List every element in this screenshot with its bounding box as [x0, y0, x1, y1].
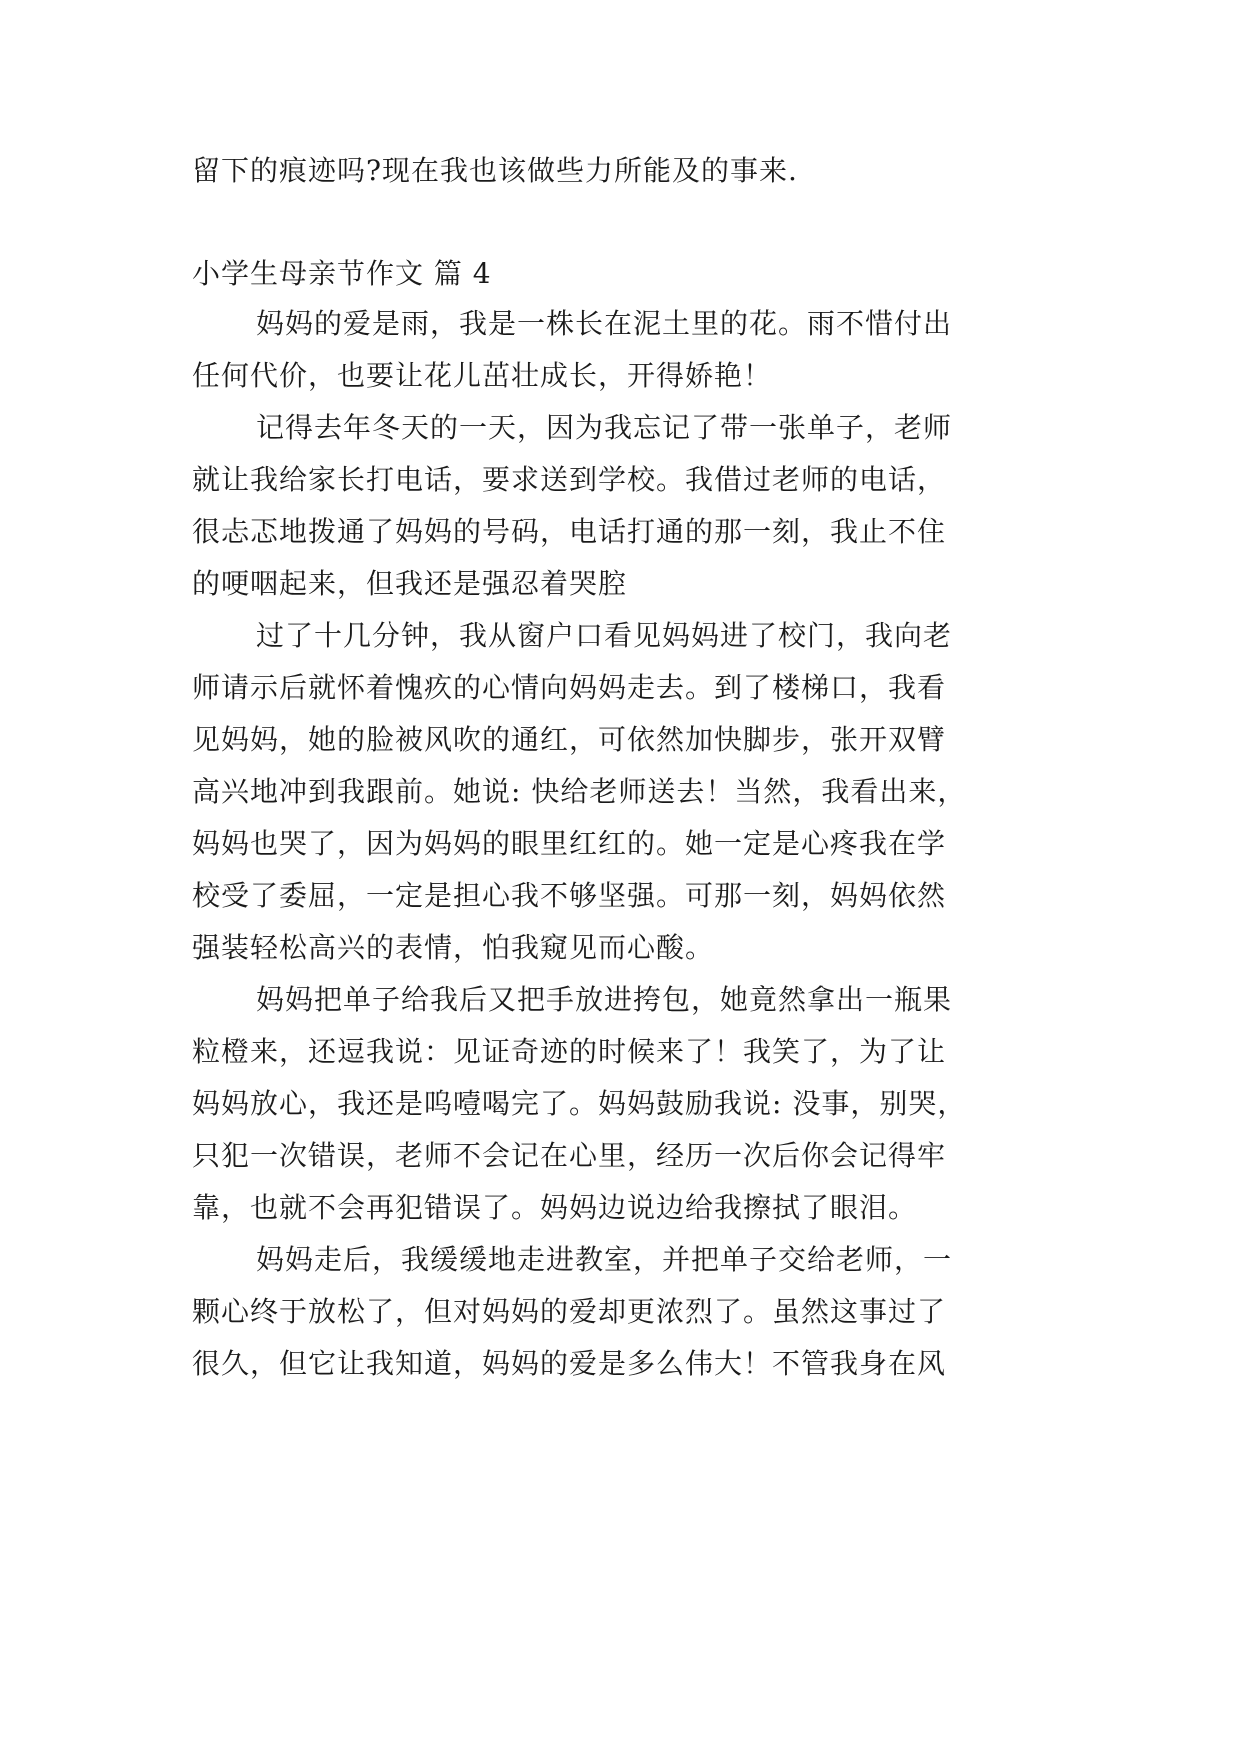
text-line: 颗心终于放松了，但对妈妈的爱却更浓烈了。虽然这事过了 [192, 1295, 947, 1328]
text-line: 妈妈放心，我还是呜噎喝完了。妈妈鼓励我说: 没事，别哭， [192, 1087, 967, 1120]
text-line: 妈妈的爱是雨，我是一株长在泥土里的花。雨不惜付出 [256, 307, 953, 340]
text-line: 的哽咽起来，但我还是强忍着哭腔 [192, 567, 628, 600]
text-line: 靠，也就不会再犯错误了。妈妈边说边给我擦拭了眼泪。 [192, 1191, 918, 1224]
section-heading: 小学生母亲节作文 篇 4 [192, 257, 492, 290]
text-line: 记得去年冬天的一天，因为我忘记了带一张单子，老师 [256, 411, 953, 444]
text-line: 师请示后就怀着愧疚的心情向妈妈走去。到了楼梯口，我看 [192, 671, 947, 704]
text-line: 见妈妈，她的脸被风吹的通红，可依然加快脚步，张开双臂 [192, 723, 947, 756]
text-line: 高兴地冲到我跟前。她说: 快给老师送去！当然，我看出来， [192, 775, 967, 808]
text-line: 妈妈走后，我缓缓地走进教室，并把单子交给老师，一 [256, 1243, 953, 1276]
text-line: 过了十几分钟，我从窗户口看见妈妈进了校门，我向老 [256, 619, 953, 652]
text-line: 任何代价，也要让花儿茁壮成长，开得娇艳！ [192, 359, 773, 392]
text-line: 很久，但它让我知道，妈妈的爱是多么伟大！不管我身在风 [192, 1347, 947, 1380]
text-line: 强装轻松高兴的表情，怕我窥见而心酸。 [192, 931, 715, 964]
text-line: 粒橙来，还逗我说：见证奇迹的时候来了！我笑了，为了让 [192, 1035, 947, 1068]
carryover-line: 留下的痕迹吗?现在我也该做些力所能及的事来. [192, 154, 798, 187]
text-line: 校受了委屈，一定是担心我不够坚强。可那一刻，妈妈依然 [192, 879, 947, 912]
text-line: 只犯一次错误，老师不会记在心里，经历一次后你会记得牢 [192, 1139, 947, 1172]
text-line: 妈妈把单子给我后又把手放进挎包，她竟然拿出一瓶果 [256, 983, 953, 1016]
text-line: 很忐忑地拨通了妈妈的号码，电话打通的那一刻，我止不住 [192, 515, 947, 548]
text-line: 就让我给家长打电话，要求送到学校。我借过老师的电话， [192, 463, 947, 496]
text-line: 妈妈也哭了，因为妈妈的眼里红红的。她一定是心疼我在学 [192, 827, 947, 860]
